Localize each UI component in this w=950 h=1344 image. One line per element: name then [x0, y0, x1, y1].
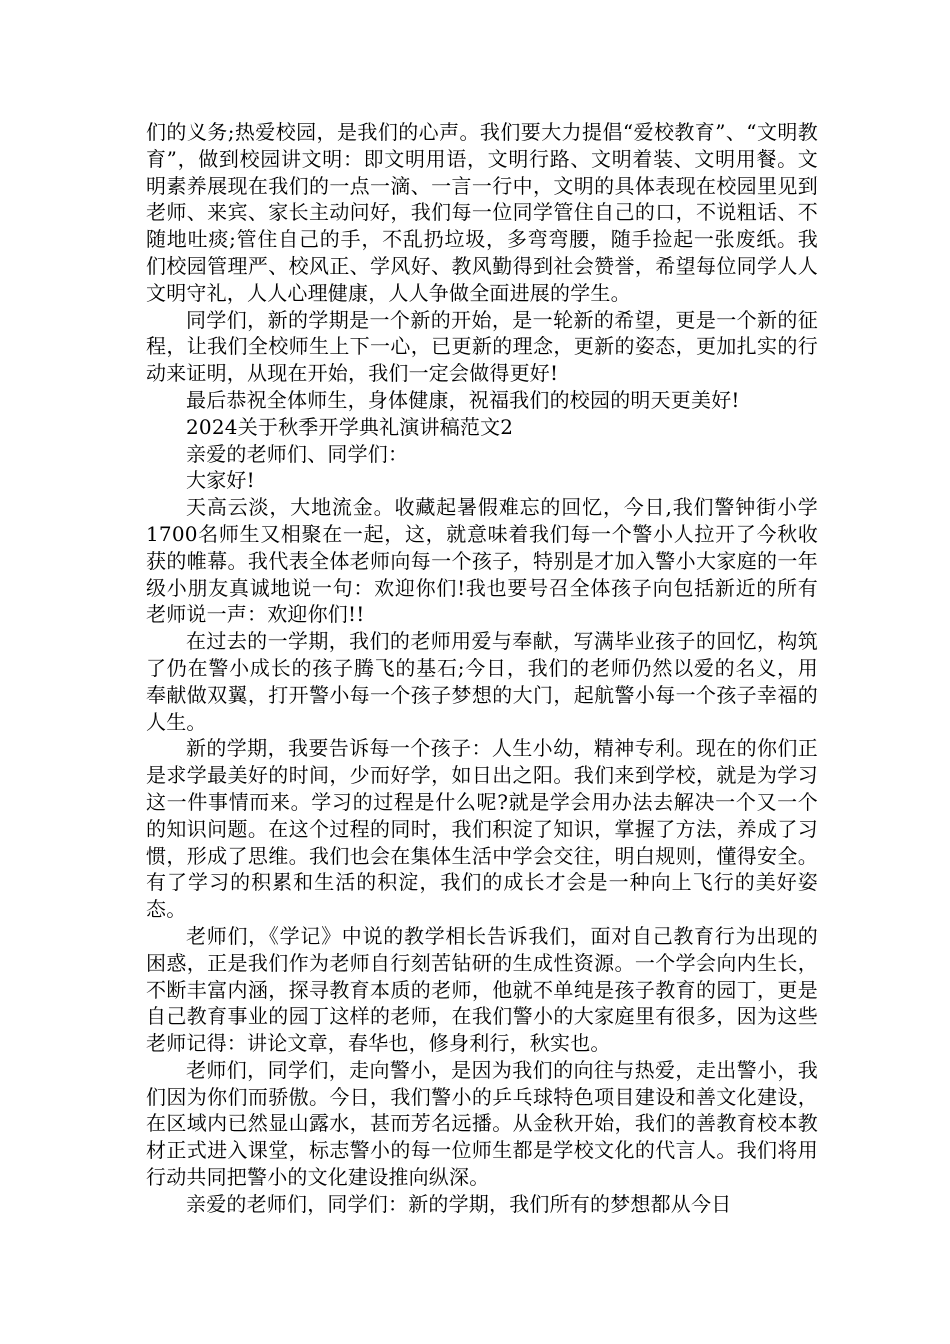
salutation: 亲爱的老师们、同学们： [186, 441, 409, 466]
paragraph-past-semester: 在过去的一学期，我们的老师用爱与奉献，写满毕业孩子的回忆，构筑了仍在警小成长的孩子腾飞的基石;今日，我们的老师仍然以爱的名义，用奉献做双翼，打开警小每一个孩子梦想的大门，起航警小每一个孩子幸福的人生。 [146, 629, 818, 734]
section-title: 2024关于秋季开学典礼演讲稿范文2 [186, 414, 514, 439]
paragraph-final-address: 亲爱的老师们，同学们：新的学期，我们所有的梦想都从今日 [186, 1191, 732, 1216]
paragraph-message-to-teachers: 老师们，《学记》中说的教学相长告诉我们，面对自己教育行为出现的困惑，正是我们作为老师自行刻苦钻研的生成性资源。一个学会向内生长，不断丰富内涵，探寻教育本质的老师，他就不单纯是孩子教育的园丁，更是自己教育事业的园丁这样的老师，在我们警小的大家庭里有很多，因为这些老师记得：讲论文章，春华也，修身利行，秋实也。 [146, 923, 818, 1056]
paragraph-continuation: 们的义务;热爱校园，是我们的心声。我们要大力提倡“爱校教育”、“文明教育”，做到校园讲文明：即文明用语，文明行路、文明着装、文明用餐。文明素养展现在我们的一点一滴、一言一行中，文明的具体表现在校园里见到老师、来宾、家长主动问好，我们每一位同学管住自己的口，不说粗话、不随地吐痰;管住自己的手，不乱扔垃圾，多弯弯腰，随手捡起一张废纸。我们校园管理严、校风正、学风好、教风勤得到社会赞誉，希望每位同学人人文明守礼，人人心理健康，人人争做全面进展的学生。 [146, 120, 818, 305]
paragraph-closing-wish: 最后恭祝全体师生，身体健康，祝福我们的校园的明天更美好! [186, 387, 740, 412]
paragraph-new-semester: 同学们，新的学期是一个新的开始，是一轮新的希望，更是一个新的征程，让我们全校师生上下一心，已更新的理念，更新的姿态，更加扎实的行动来证明，从现在开始，我们一定会做得更好! [146, 307, 818, 386]
greeting: 大家好! [186, 468, 255, 493]
paragraph-message-to-children: 新的学期，我要告诉每一个孩子：人生小幼，精神专利。现在的你们正是求学最美好的时间，少而好学，如日出之阳。我们来到学校，就是为学习这一件事情而来。学习的过程是什么呢?就是学会用办法去解决一个又一个的知识问题。在这个过程的同时，我们积淀了知识，掌握了方法，养成了习惯，形成了思维。我们也会在集体生活中学会交往，明白规则，懂得安全。有了学习的积累和生活的积淀，我们的成长才会是一种向上飞行的美好姿态。 [146, 736, 818, 922]
document-page [146, 119, 818, 1218]
paragraph-welcome: 天高云淡，大地流金。收藏起暑假难忘的回忆，今日,我们警钟街小学1700名师生又相聚在一起，这，就意味着我们每一个警小人拉开了今秋收获的帷幕。我代表全体老师向每一个孩子，特别是才加入警小大家庭的一年级小朋友真诚地说一句：欢迎你们!我也要号召全体孩子向包括新近的所有老师说一声：欢迎你们!! [146, 495, 818, 627]
paragraph-school-culture: 老师们，同学们，走向警小，是因为我们的向往与热爱，走出警小，我们因为你们而骄傲。今日，我们警小的乒乓球特色项目建设和善文化建设，在区域内已然显山露水，甚而芳名远播。从金秋开始，我们的善教育校本教材正式进入课堂，标志警小的每一位师生都是学校文化的代言人。我们将用行动共同把警小的文化建设推向纵深。 [146, 1057, 818, 1190]
